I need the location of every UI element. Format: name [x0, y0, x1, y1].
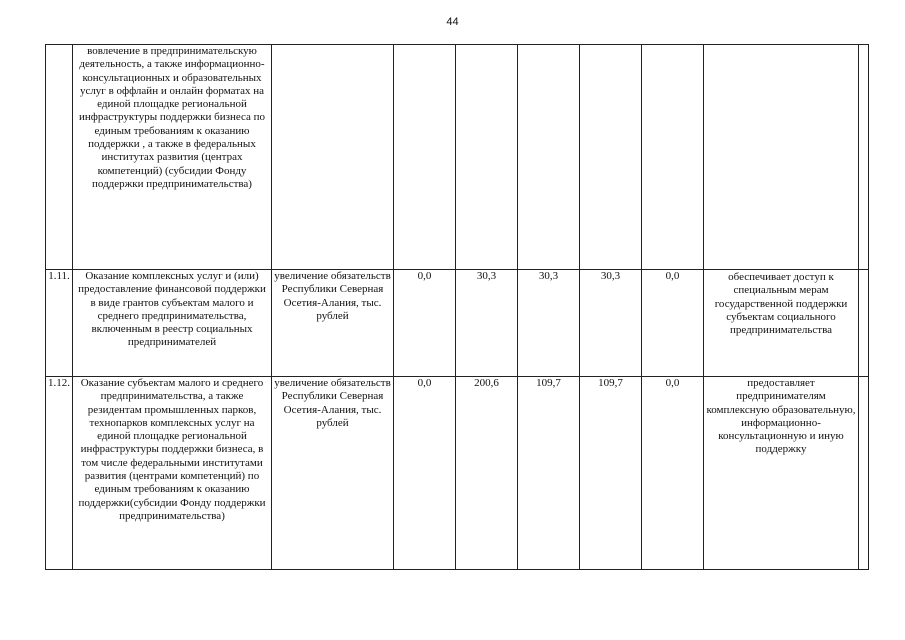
indicator-cell: увеличение обязательств Республики Северная Осетия-Алания, тыс. рублей [272, 377, 394, 570]
table-row [46, 45, 869, 270]
value-cell-1: 0,0 [394, 270, 456, 377]
extra-cell [859, 377, 869, 570]
value-cell-3: 109,7 [518, 377, 580, 570]
indicator-cell: увеличение обязательств Республики Северная Осетия-Алания, тыс. рублей [272, 270, 394, 377]
table-row [46, 377, 869, 570]
effect-cell: предоставляет предпринимателям комплексную образовательную, информационно-консультационную и иную поддержку [704, 377, 859, 570]
measures-table [45, 44, 869, 570]
page-number: 44 [446, 16, 459, 28]
effect-cell [704, 45, 859, 270]
value-cell-2: 30,3 [456, 270, 518, 377]
value-cell-2: 200,6 [456, 377, 518, 570]
row-number [46, 45, 73, 270]
measure-description: Оказание субъектам малого и среднего предпринимательства, а также резидентам промышленных парков, технопарков комплексных услуг на единой площадке региональной инфраструктуры поддержки бизнеса, в том числе федеральными институтами развития (центрами компетенций) по единым требованиям к оказанию поддержки(субсидии Фонду поддержки предпринимательства) [73, 377, 272, 570]
value-cell-3: 30,3 [518, 270, 580, 377]
measure-description: вовлечение в предпринимательскую деятельность, а также информационно-консультационных и образовательных услуг в оффлайн и онлайн форматах на единой площадке региональной инфраструктуры поддержки бизнеса по единым требованиям к оказанию поддержки , а также в федеральных институтах развития (центрах компетенций) (субсидии Фонду поддержки предпринимательства) [73, 45, 272, 270]
value-cell-1 [394, 45, 456, 270]
value-cell-5: 0,0 [642, 270, 704, 377]
value-cell-4: 109,7 [580, 377, 642, 570]
row-number: 1.11. [46, 270, 73, 377]
extra-cell [859, 45, 869, 270]
value-cell-2 [456, 45, 518, 270]
measure-description: Оказание комплексных услуг и (или) предоставление финансовой поддержки в виде грантов субъектам малого и среднего предпринимательства, включенным в реестр социальных предпринимателей [73, 270, 272, 377]
value-cell-4 [580, 45, 642, 270]
value-cell-5: 0,0 [642, 377, 704, 570]
value-cell-3 [518, 45, 580, 270]
indicator-cell [272, 45, 394, 270]
table-row [46, 270, 869, 377]
value-cell-1: 0,0 [394, 377, 456, 570]
effect-cell: обеспечивает доступ к специальным мерам государственной поддержки субъектам социального предпринимательства [704, 270, 859, 377]
value-cell-4: 30,3 [580, 270, 642, 377]
row-number: 1.12. [46, 377, 73, 570]
value-cell-5 [642, 45, 704, 270]
extra-cell [859, 270, 869, 377]
